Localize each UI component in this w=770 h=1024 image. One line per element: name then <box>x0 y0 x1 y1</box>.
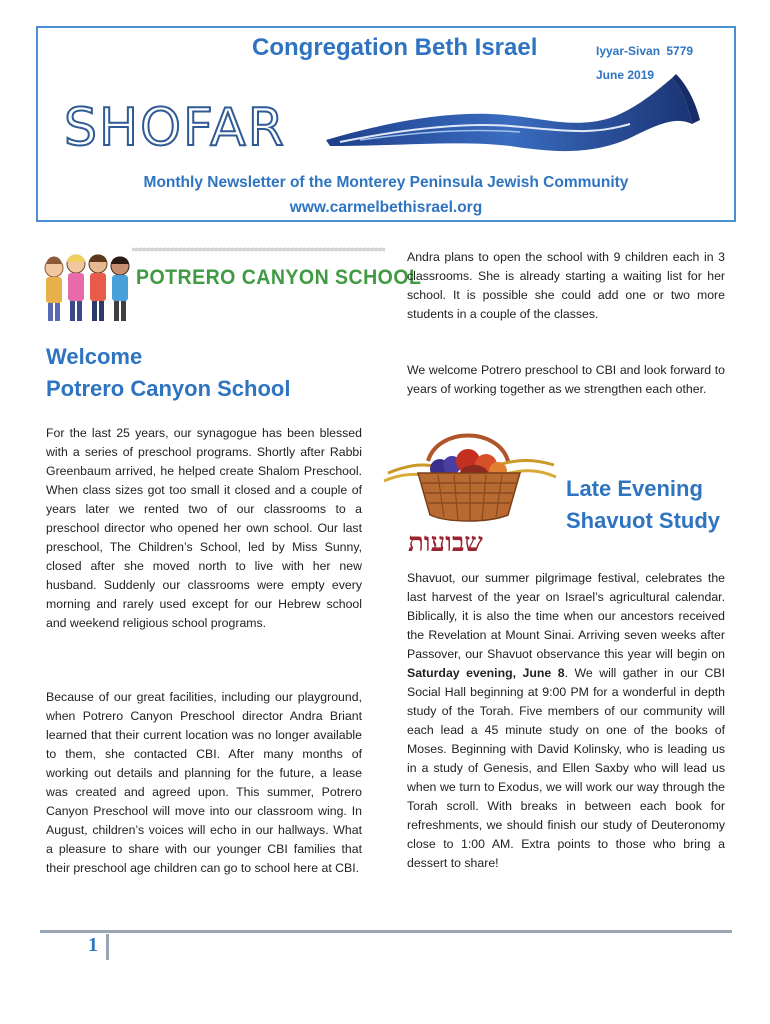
organization-name: Congregation Beth Israel <box>252 34 538 61</box>
shavuot-paragraph <box>407 569 725 873</box>
shavuot-hebrew-word: שבועות <box>408 528 483 558</box>
welcome-paragraph: For the last 25 years, our synagogue has been blessed with a series of preschool programs. Shortly after Rabbi Greenbaum arrived, he helped create Shalom Preschool. When class sizes got too small it closed and a couple of years later we rented two of our classrooms to a preschool director who opened her own school. Our last preschool, The Children’s School, led by Miss Sunny, closed after she moved north to live with her new husband. Suddenly our classrooms were empty every morning and rarely used except for our Hebrew school and weekend religious school programs. <box>46 426 362 630</box>
shavuot-text-intro: Shavuot, our summer pilgrimage festival, celebrates the last harvest of the year on Israel’s agricultural calendar. Biblically, it is also the time when our ancestors received the Revelation at Mount Sinai. Arriving seven weeks after Passover, our Shavuot observance this year will begin on <box>407 571 725 661</box>
school-banner-text: POTRERO CANYON SCHOOL <box>136 266 422 289</box>
website-link[interactable]: www.carmelbethisrael.org <box>289 199 483 216</box>
welcome-paragraph: We welcome Potrero preschool to CBI and look forward to years of working together as we strengthen each other. <box>407 363 725 396</box>
shavuot-heading-line1: Late Evening <box>566 476 703 501</box>
newsletter-tagline: Monthly Newsletter of the Monterey Peninsula Jewish Community <box>143 174 629 191</box>
shavuot-text-details: . We will gather in our CBI Social Hall beginning at 9:00 PM for a wonderful in depth study of the Torah. Five members of our community will each lead a 45 minute study on one of the books of Moses. Beginning with David Kolinsky, who is leading us in a study of Genesis, and Ellen Saxby who will lead us when we turn to Exodus, we will work our way through the Torah scroll. With breaks in between each book for refreshments, we should finish our study of Deuteronomy close to 1:00 AM. Extra points to those who bring a dessert to share! <box>407 666 725 870</box>
shavuot-heading-line2: Shavuot Study <box>566 508 721 533</box>
page-number: 1 <box>88 934 98 956</box>
footer-divider <box>40 930 732 933</box>
footer-page-marker <box>106 934 109 960</box>
harvest-basket-illustration <box>378 425 558 535</box>
shofar-horn-illustration <box>320 66 710 176</box>
children-illustration <box>45 255 129 322</box>
welcome-heading-line2: Potrero Canyon School <box>46 376 291 401</box>
hebrew-date: Iyyar-Sivan 5779 <box>596 44 694 58</box>
welcome-paragraph: Because of our great facilities, including our playground, when Potrero Canyon Preschool director Andra Briant learned that their current location was no longer available to them, she contacted CBI. After many months of working out details and planning for the future, a lease was created and agreed upon. This summer, Potrero Canyon Preschool will move into our classroom wing. In August, children’s voices will echo in our hallways. What a pleasure to share with our younger CBI families that their preschool age children can go to school here at CBI. <box>46 690 362 875</box>
welcome-paragraph: Andra plans to open the school with 9 children each in 3 classrooms. She is already starting a waiting list for her school. It is possible she could add one or two more students in a couple of the classes. <box>407 250 725 321</box>
shavuot-date-highlight: Saturday evening, June 8 <box>407 666 565 680</box>
newsletter-title: SHOFAR <box>64 98 286 158</box>
issue-date: June 2019 <box>596 68 655 82</box>
welcome-heading-line1: Welcome <box>46 344 143 369</box>
